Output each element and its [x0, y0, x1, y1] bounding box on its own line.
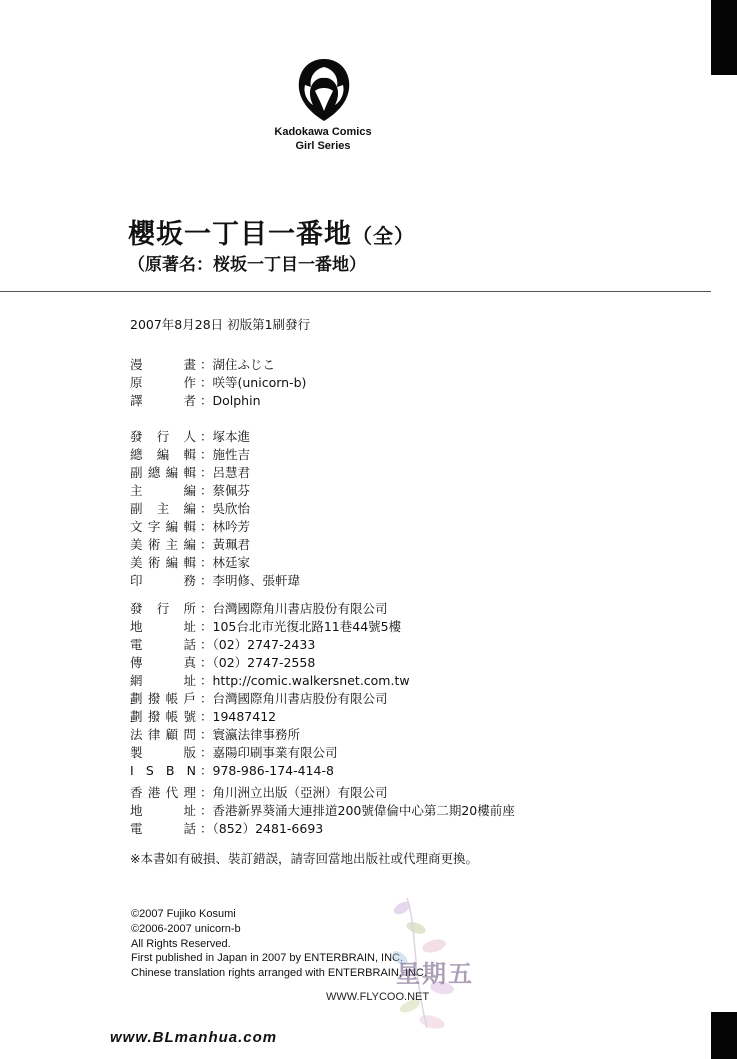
credit-label: 文 字 編 輯 [130, 519, 196, 534]
credit-label: 美 術 主 編 [130, 537, 196, 552]
book-title-suffix: （全） [352, 224, 415, 248]
copyright-line: Chinese translation rights arranged with ENTERBRAIN, INC. [131, 967, 427, 980]
credit-label: 印 務 [130, 573, 196, 588]
divider-line [0, 291, 711, 292]
credit-value: ：台灣國際角川書店股份有限公司 [200, 601, 388, 616]
watermark-url: WWW.FLYCOO.NET [326, 991, 430, 1003]
book-title-main: 櫻坂一丁目一番地 [128, 219, 352, 250]
copyright-line: ©2007 Fujiko Kosumi [131, 908, 236, 920]
credit-label: 副 總 編 輯 [130, 465, 196, 480]
credit-value: ：湖住ふじこ [200, 357, 276, 372]
credit-label: 漫 畫 [130, 357, 196, 372]
credit-label: 總 編 輯 [130, 447, 196, 462]
credit-value: ：（02）2747-2558 [200, 655, 316, 670]
credit-value: ：施性吉 [200, 447, 251, 462]
credit-label: 副 主 編 [130, 501, 196, 516]
original-title: （原著名：桜坂一丁目一番地） [128, 255, 366, 275]
credit-value: ：角川洲立出版（亞洲）有限公司 [200, 785, 388, 800]
credit-value: ：978-986-174-414-8 [200, 763, 334, 778]
credit-value: ：嘉陽印刷事業有限公司 [200, 745, 338, 760]
credit-label: 地 址 [130, 803, 196, 818]
credit-label: 網 址 [130, 673, 196, 688]
credit-label: 劃 撥 帳 號 [130, 709, 196, 724]
credit-value: ：19487412 [200, 709, 277, 724]
credit-label: 電 話 [130, 637, 196, 652]
edge-bar-top [711, 0, 737, 75]
credit-value: ：Dolphin [200, 393, 261, 408]
credit-value: ：http://comic.walkersnet.com.tw [200, 673, 410, 688]
credit-value: ：105台北市光復北路11巷44號5樓 [200, 619, 402, 634]
website-footer: www.BLmanhua.com [110, 1029, 278, 1046]
publication-date: 2007年8月28日 初版第1刷發行 [130, 317, 311, 332]
publisher-name: Kadokawa Comics [274, 126, 372, 138]
credit-value: ：黃珮君 [200, 537, 251, 552]
copyright-line: First published in Japan in 2007 by ENTERBRAIN, INC. [131, 952, 404, 965]
credit-value: ：（852）2481-6693 [200, 821, 324, 836]
credit-value: ：咲等(unicorn-b) [200, 375, 307, 390]
credit-value: ：（02）2747-2433 [200, 637, 316, 652]
edge-bar-bottom [711, 1012, 737, 1059]
watermark-chinese: 星期五 [396, 959, 474, 988]
credit-label: 電 話 [130, 821, 196, 836]
credit-value: ：蔡佩芬 [200, 483, 251, 498]
copyright-line: All Rights Reserved. [131, 937, 231, 950]
credit-label: 美 術 編 輯 [130, 555, 196, 570]
credit-label: 主 編 [130, 483, 196, 498]
credit-label: 劃 撥 帳 戶 [130, 691, 196, 706]
phoenix-emblem-icon [293, 55, 355, 125]
book-title [128, 212, 415, 251]
credit-value: ：台灣國際角川書店股份有限公司 [200, 691, 388, 706]
credit-value: ：吳欣怡 [200, 501, 251, 516]
credit-label: 譯 者 [130, 393, 196, 408]
credit-value: ：呂慧君 [200, 465, 251, 480]
credit-label: 地 址 [130, 619, 196, 634]
publisher-series: Girl Series [295, 140, 351, 152]
damage-notice: ※本書如有破損、裝訂錯誤，請寄回當地出版社或代理商更換。 [130, 851, 478, 866]
credit-label: 傳 真 [130, 655, 196, 670]
credit-value: ：塚本進 [200, 429, 251, 444]
credit-value: ：香港新界葵涌大連排道200號偉倫中心第二期20樓前座 [200, 803, 515, 818]
credit-label: 製 版 [130, 745, 196, 760]
credit-label: 發 行 所 [130, 601, 196, 616]
credit-label: 法 律 顧 問 [130, 727, 196, 742]
credit-value: ：寰瀛法律事務所 [200, 727, 301, 742]
credit-value: ：李明修、張軒瑋 [200, 573, 301, 588]
credit-label: 發 行 人 [130, 429, 196, 444]
credit-label: 原 作 [130, 375, 196, 390]
credit-label: I S B N [130, 763, 196, 778]
credit-value: ：林廷家 [200, 555, 251, 570]
credit-value: ：林吟芳 [200, 519, 251, 534]
credit-label: 香 港 代 理 [130, 785, 196, 800]
copyright-line: ©2006-2007 unicorn-b [131, 922, 241, 935]
